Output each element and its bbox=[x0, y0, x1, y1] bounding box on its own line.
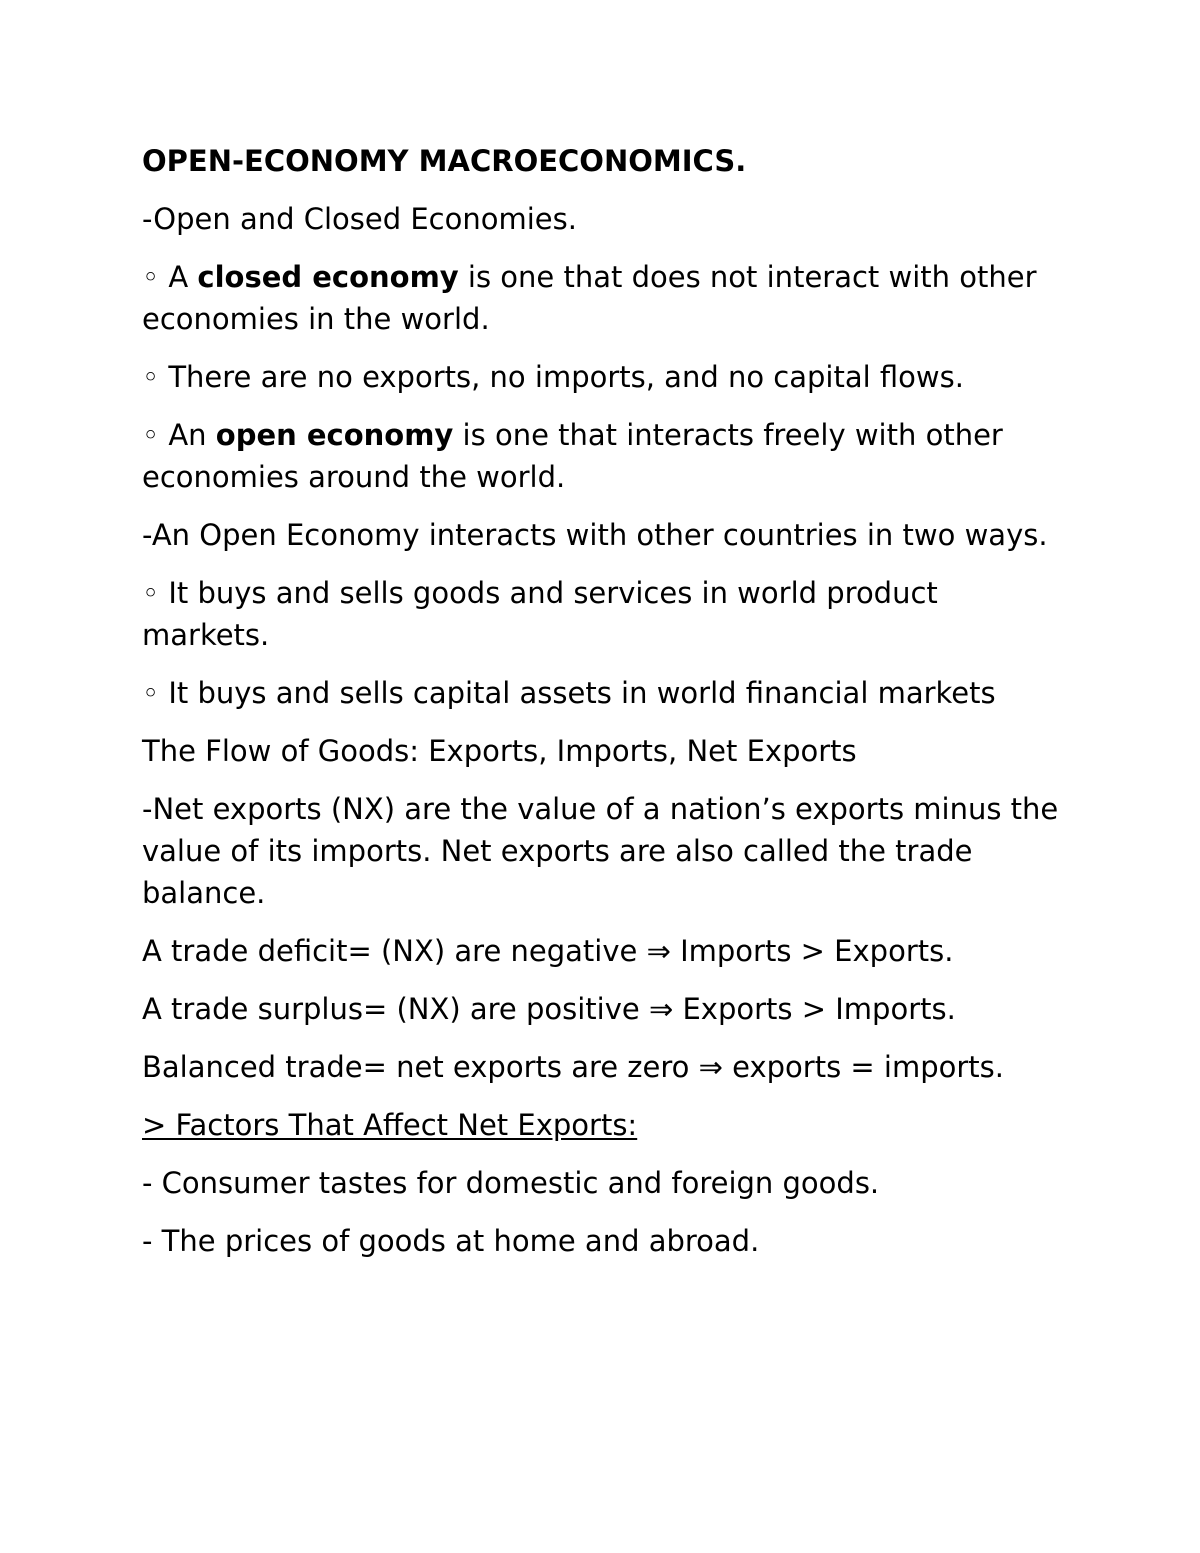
paragraph-two-ways: -An Open Economy interacts with other countries in two ways. bbox=[142, 518, 1048, 552]
paragraph-open-closed-heading: -Open and Closed Economies. bbox=[142, 202, 577, 236]
paragraph-flow-of-goods-heading: The Flow of Goods: Exports, Imports, Net Exports bbox=[142, 734, 857, 768]
definition-text: is one that interacts freely with other economies around the world. bbox=[142, 418, 1003, 494]
term-closed-economy: closed economy bbox=[197, 260, 459, 294]
paragraph-closed-economy bbox=[142, 256, 1072, 340]
document-page bbox=[142, 140, 1072, 1278]
bullet-prefix: ◦ A bbox=[142, 260, 198, 294]
paragraph-open-economy bbox=[142, 414, 1072, 498]
paragraph-consumer-tastes: - Consumer tastes for domestic and foreign goods. bbox=[142, 1166, 880, 1200]
paragraph-trade-deficit: A trade deficit= (NX) are negative ⇒ Imports > Exports. bbox=[142, 934, 954, 968]
paragraph-no-flows: ◦ There are no exports, no imports, and no capital flows. bbox=[142, 360, 964, 394]
paragraph-factors-heading: > Factors That Affect Net Exports: bbox=[142, 1108, 638, 1142]
paragraph-trade-surplus: A trade surplus= (NX) are positive ⇒ Exports > Imports. bbox=[142, 992, 956, 1026]
paragraph-prices: - The prices of goods at home and abroad. bbox=[142, 1224, 760, 1258]
paragraph-balanced-trade: Balanced trade= net exports are zero ⇒ exports = imports. bbox=[142, 1050, 1004, 1084]
bullet-prefix: ◦ An bbox=[142, 418, 216, 452]
paragraph-financial-markets: ◦ It buys and sells capital assets in world financial markets bbox=[142, 676, 996, 710]
paragraph-product-markets: ◦ It buys and sells goods and services in world product markets. bbox=[142, 576, 938, 652]
definition-text: is one that does not interact with other economies in the world. bbox=[142, 260, 1037, 336]
term-open-economy: open economy bbox=[215, 418, 454, 452]
paragraph-net-exports-definition: -Net exports (NX) are the value of a nation’s exports minus the value of its imports. Net exports are also called the trade balance. bbox=[142, 792, 1059, 910]
document-title: OPEN-ECONOMY MACROECONOMICS. bbox=[142, 144, 747, 178]
